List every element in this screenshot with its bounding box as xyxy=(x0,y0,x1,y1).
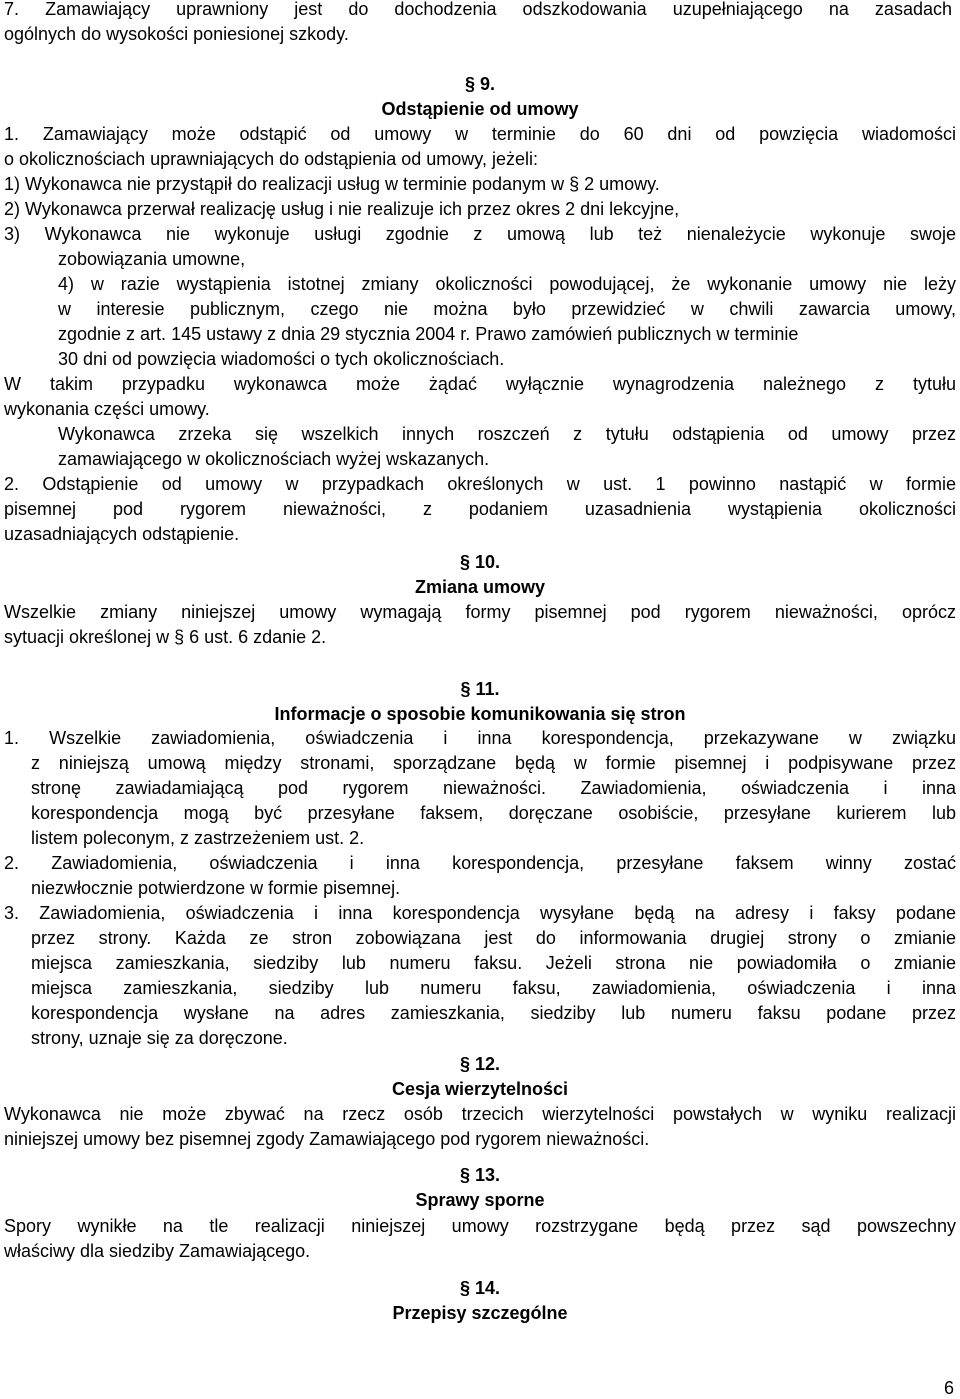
page-number: 6 xyxy=(944,1378,955,1398)
text-line: sytuacji określonej w § 6 ust. 6 zdanie 2. xyxy=(4,627,327,647)
section-title: Przepisy szczególne xyxy=(392,1303,568,1323)
text-line: stronę zawiadamiającą pod rygorem nieważności. Zawiadomienia, oświadczenia i inna xyxy=(31,778,956,798)
text-line: miejsca zamieszkania, siedziby lub numeru faksu, zawiadomienia, oświadczenia i inna xyxy=(31,978,956,998)
text-line: Wszelkie zmiany niniejszej umowy wymagają formy pisemnej pod rygorem nieważności, oprócz xyxy=(4,602,956,622)
text-line: o okolicznościach uprawniających do odstąpienia od umowy, jeżeli: xyxy=(4,149,538,169)
text-line: uzasadniających odstąpienie. xyxy=(4,524,240,544)
section-title: Odstąpienie od umowy xyxy=(381,99,579,119)
text-line: 2. Odstąpienie od umowy w przypadkach określonych w ust. 1 powinno nastąpić w formie xyxy=(4,474,956,494)
text-line: wykonania części umowy. xyxy=(4,399,210,419)
text-line: korespondencja mogą być przesyłane faksem, doręczane osobiście, przesyłane kurierem lub xyxy=(31,803,956,823)
section-number: § 13. xyxy=(459,1165,501,1185)
text-line: 2) Wykonawca przerwał realizację usług i nie realizuje ich przez okres 2 dni lekcyjne, xyxy=(4,199,680,219)
text-line: korespondencja wysłane na adres zamieszkania, siedziby lub numeru faksu podane przez xyxy=(31,1003,956,1023)
text-line: z niniejszą umową między stronami, sporządzane będą w formie pisemnej i podpisywane przez xyxy=(31,753,956,773)
text-line: niniejszej umowy bez pisemnej zgody Zamawiającego pod rygorem nieważności. xyxy=(4,1129,650,1149)
text-line: Spory wynikłe na tle realizacji niniejszej umowy rozstrzygane będą przez sąd powszechny xyxy=(4,1216,956,1236)
text-line: zamawiającego w okolicznościach wyżej wskazanych. xyxy=(58,449,490,469)
text-line: 3) Wykonawca nie wykonuje usługi zgodnie z umową lub też nienależycie wykonuje swoje xyxy=(4,224,956,244)
section-title: Sprawy sporne xyxy=(415,1190,545,1210)
text-line: 2. Zawiadomienia, oświadczenia i inna korespondencja, przesyłane faksem winny zostać xyxy=(4,853,956,873)
section-number: § 12. xyxy=(459,1054,501,1074)
text-line: właściwy dla siedziby Zamawiającego. xyxy=(4,1241,311,1261)
text-line: 30 dni od powzięcia wiadomości o tych okolicznościach. xyxy=(58,349,505,369)
text-line: 1. Wszelkie zawiadomienia, oświadczenia i inna korespondencja, przekazywane w związku xyxy=(4,728,956,748)
text-line: strony, uznaje się za doręczone. xyxy=(31,1028,288,1048)
section-number: § 10. xyxy=(459,552,501,572)
text-line: pisemnej pod rygorem nieważności, z podaniem uzasadnienia wystąpienia okoliczności xyxy=(4,499,956,519)
section-title: Informacje o sposobie komunikowania się stron xyxy=(274,704,686,724)
section-number: § 9. xyxy=(464,74,496,94)
text-line: w interesie publicznym, czego nie można było przewidzieć w chwili zawarcia umowy, xyxy=(58,299,956,319)
text-line: niezwłocznie potwierdzone w formie pisemnej. xyxy=(31,878,401,898)
text-line: przez strony. Każda ze stron zobowiązana jest do informowania drugiej strony o zmianie xyxy=(31,928,956,948)
text-line: 3. Zawiadomienia, oświadczenia i inna korespondencja wysyłane będą na adresy i faksy podane xyxy=(4,903,956,923)
text-line: Wykonawca nie może zbywać na rzecz osób trzecich wierzytelności powstałych w wyniku realizacji xyxy=(4,1104,956,1124)
text-line: Wykonawca zrzeka się wszelkich innych roszczeń z tytułu odstąpienia od umowy przez xyxy=(58,424,956,444)
section-title: Zmiana umowy xyxy=(414,577,546,597)
text-line: W takim przypadku wykonawca może żądać wyłącznie wynagrodzenia należnego z tytułu xyxy=(4,374,956,394)
text-line: 1) Wykonawca nie przystąpił do realizacji usług w terminie podanym w § 2 umowy. xyxy=(4,174,660,194)
text-line: 1. Zamawiający może odstąpić od umowy w terminie do 60 dni od powzięcia wiadomości xyxy=(4,124,956,144)
text-line: zobowiązania umowne, xyxy=(58,249,246,269)
text-line: listem poleconym, z zastrzeżeniem ust. 2. xyxy=(31,828,365,848)
text-line: ogólnych do wysokości poniesionej szkody. xyxy=(4,24,349,44)
section-number: § 11. xyxy=(460,679,500,699)
text-line: 4) w razie wystąpienia istotnej zmiany okoliczności powodującej, że wykonanie umowy nie leży xyxy=(58,274,956,294)
text-line: miejsca zamieszkania, siedziby lub numeru faksu. Jeżeli strona nie powiadomiła o zmianie xyxy=(31,953,956,973)
section-title: Cesja wierzytelności xyxy=(391,1079,569,1099)
text-line: zgodnie z art. 145 ustawy z dnia 29 stycznia 2004 r. Prawo zamówień publicznych w terminie xyxy=(58,324,799,344)
section-number: § 14. xyxy=(459,1278,501,1298)
text-line: 7. Zamawiający uprawniony jest do dochodzenia odszkodowania uzupełniającego na zasadach xyxy=(4,0,952,19)
